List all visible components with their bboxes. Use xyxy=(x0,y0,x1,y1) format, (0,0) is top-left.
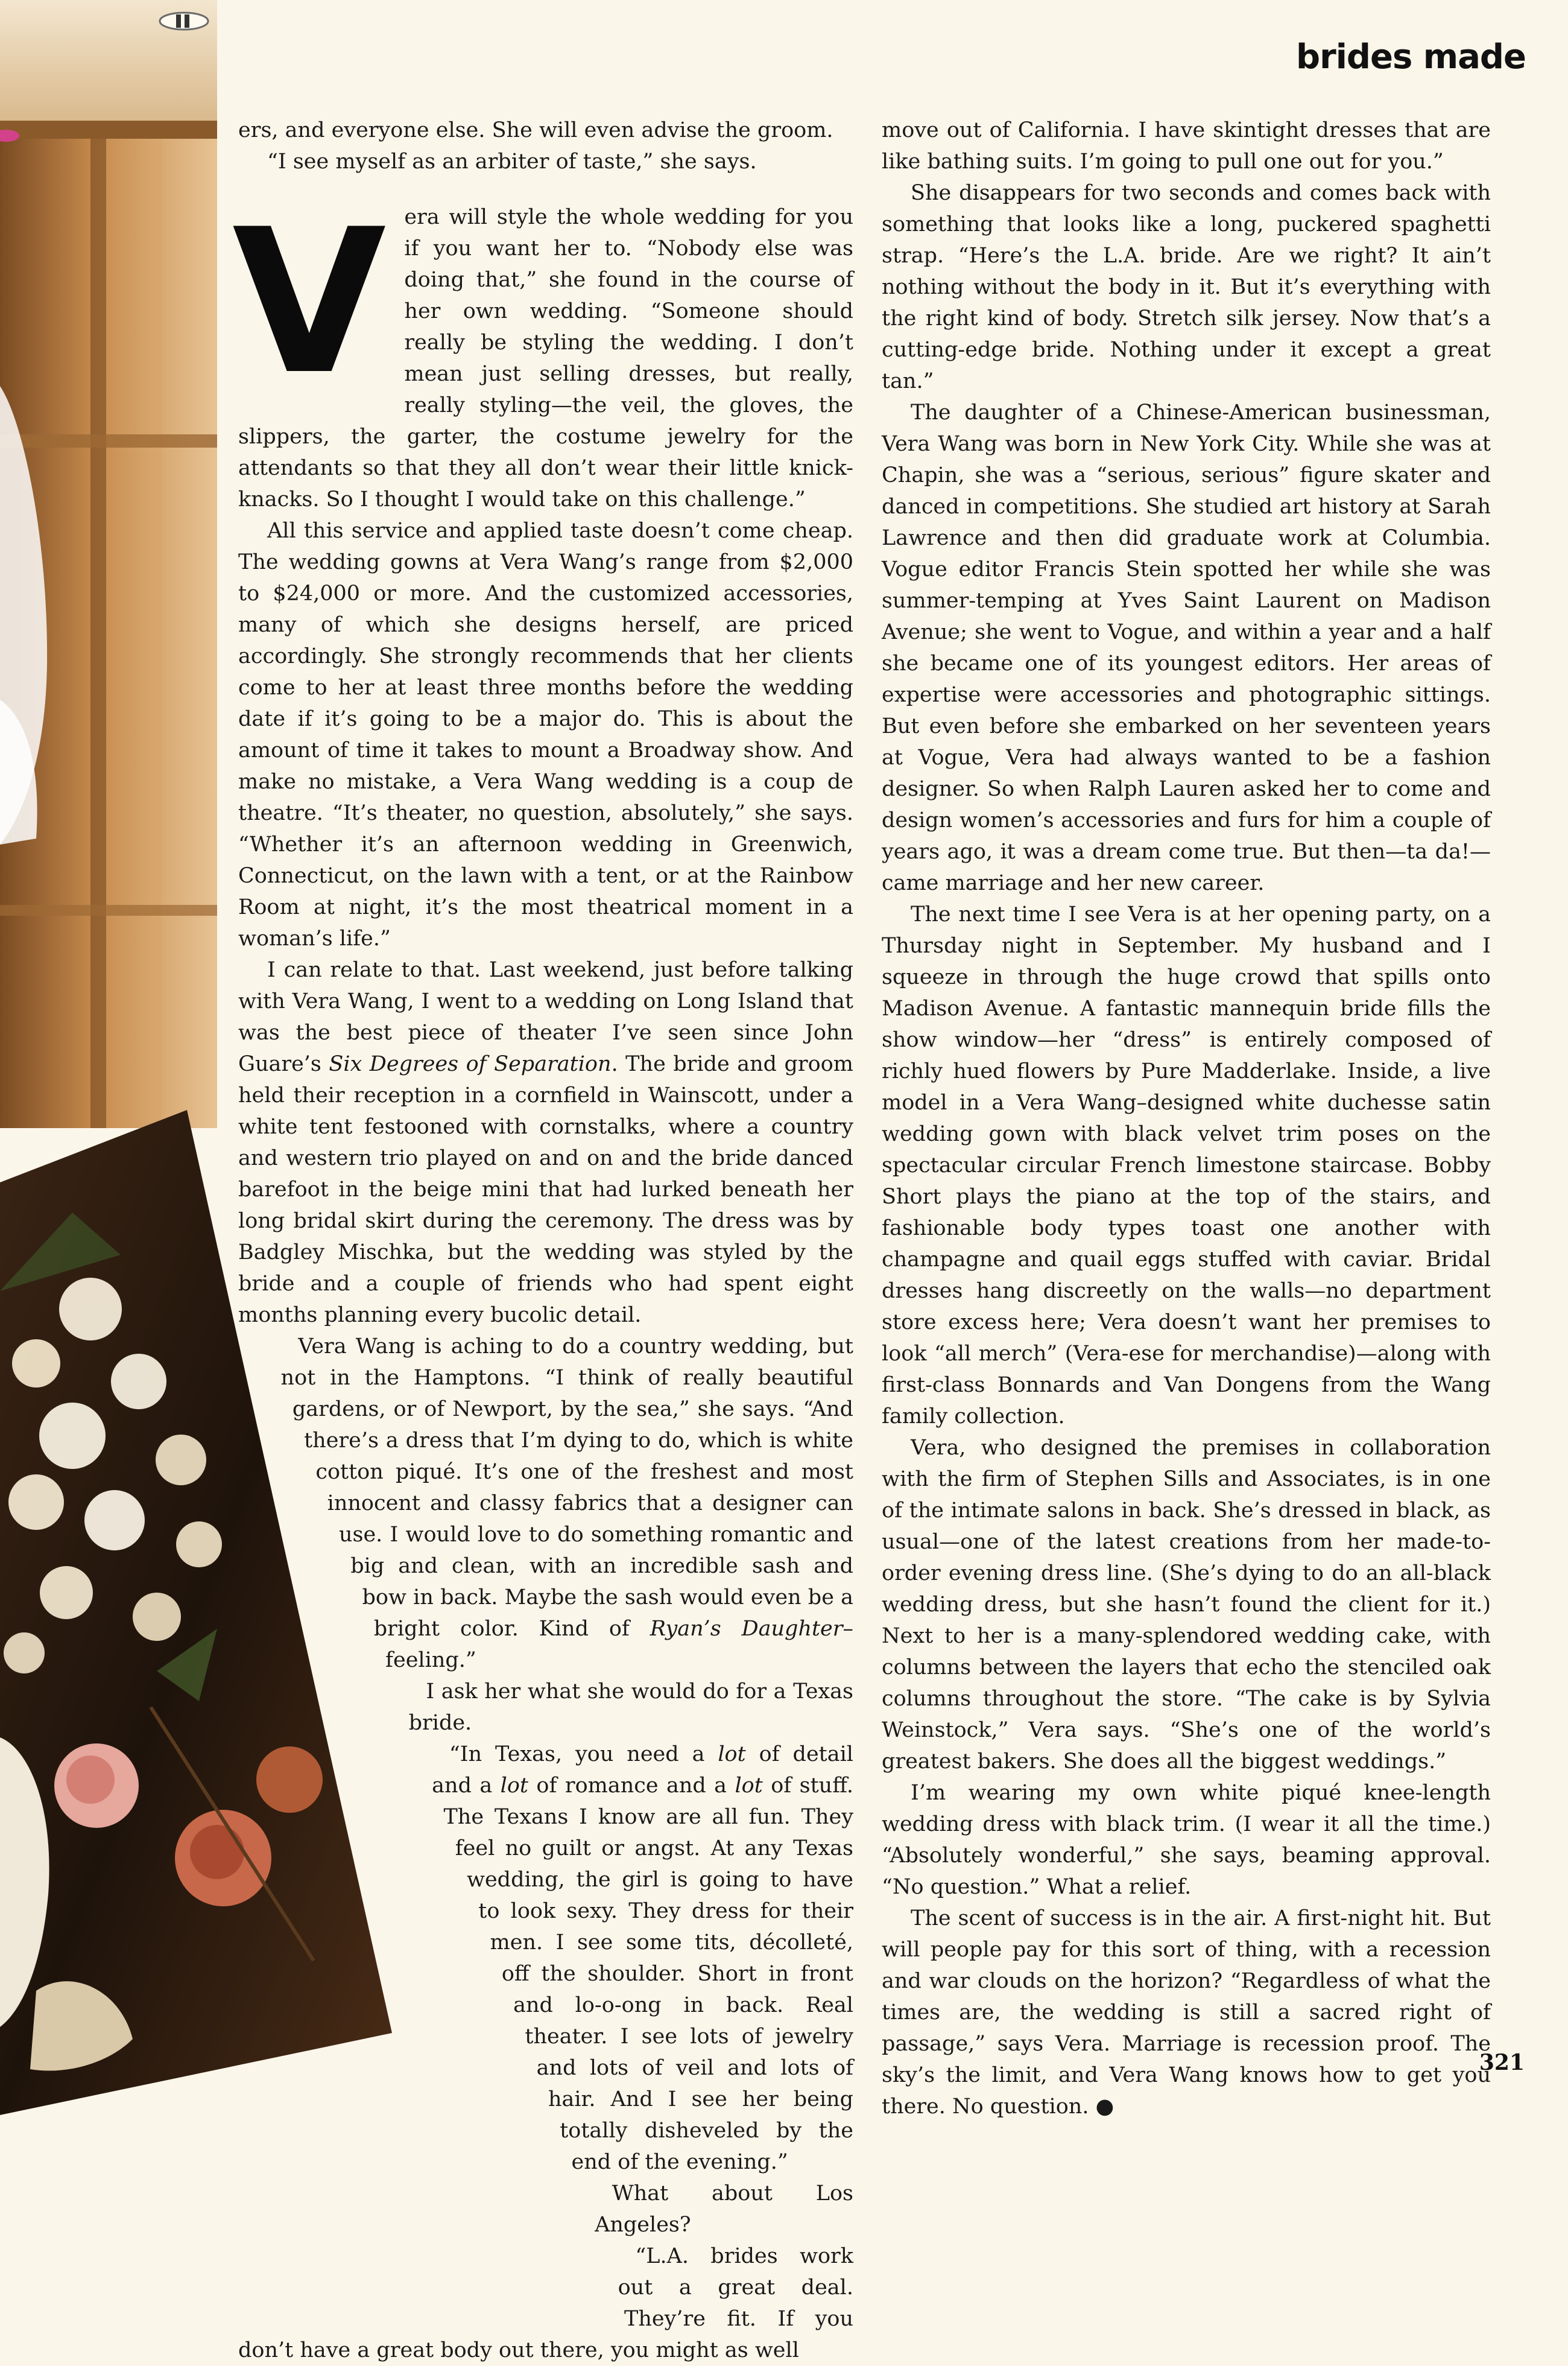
paragraph: “I see myself as an arbiter of taste,” she says. xyxy=(267,150,757,174)
paragraph: ers, and everyone else. She will even advise the groom. xyxy=(238,118,833,142)
paragraph-with-dropcap xyxy=(232,186,853,515)
italic-title: Six Degrees of Separation xyxy=(329,1052,612,1076)
paragraph: Vera, who designed the premises in collaboration with the firm of Stephen Sills and Associates, is in one of the intimate salons in back. She’s dressed in black, as usual—one of the latest creations from her made-to-order evening dress line. (She’s dying to do an all-black wedding dress, but she hasn’t found the client for it.) Next to her is a many-splendored wedding cake, with columns between the layers that echo the stenciled oak columns throughout the store. “The cake is by Sylvia Weinstock,” Vera says. “She’s one of the world’s greatest bakers. She does all the biggest weddings.” xyxy=(882,1436,1491,1774)
text-run: “In Texas, you need a xyxy=(449,1742,705,1766)
italic-word: lot xyxy=(500,1774,528,1798)
italic-word: lot xyxy=(735,1774,763,1798)
section-title: brides made xyxy=(1296,37,1526,77)
paragraph: What about Los Angeles? xyxy=(595,2181,853,2237)
paragraph: “L.A. brides work out a great deal. They’re fit. If you don’t have a great body out there, you might as well xyxy=(238,2244,853,2362)
italic-word: lot xyxy=(718,1742,746,1766)
paragraph: She disappears for two seconds and comes back with something that looks like a long, puckered spaghetti strap. “Here’s the L.A. bride. Are we right? It ain’t nothing without the body in it. But it’s everything with the right kind of body. Stretch silk jersey. Now that’s a cutting-edge bride. Nothing under it except a great tan.” xyxy=(882,181,1491,393)
paragraph: The next time I see Vera is at her opening party, on a Thursday night in September. My husband and I squeeze in through the huge crowd that spills onto Madison Avenue. A fantastic mannequin bride fills the show window—her “dress” is entirely composed of richly hued flowers by Pure Madderlake. Inside, a live model in a Vera Wang–designed white duchesse satin wedding gown with black velvet trim poses on the spectacular circular French limestone staircase. Bobby Short plays the piano at the top of the stairs, and fashionable body types toast one another with champagne and quail eggs stuffed with caviar. Bridal dresses hang discreetly on the walls—no department store excess here; Vera doesn’t want her premises to look “all merch” (Vera-ese for merchandise)—along with first-class Bonnards and Van Dongens from the Wang family collection. xyxy=(882,902,1491,1429)
drop-cap: V xyxy=(232,186,387,418)
text-run: of detail and a xyxy=(432,1742,853,1798)
paragraph: move out of California. I have skintight dresses that are like bathing suits. I’m going to pull one out for you.” xyxy=(882,118,1491,174)
article-left-column xyxy=(232,115,853,2362)
page-number: 321 xyxy=(1479,2050,1525,2075)
paragraph: The scent of success is in the air. A first-night hit. But will people pay for this sort of thing, with a recession and war clouds on the horizon? “Regardless of what the times are, the wedding is still a sacred right of passage,” says Vera. Marriage is recession proof. The sky’s the limit, and Vera Wang knows how to get you there. No question. ● xyxy=(882,1906,1491,2119)
paragraph: I’m wearing my own white piqué knee-length wedding dress with black trim. (I wear it all the time.) “Absolutely wonderful,” she says, beaming approval. “No question.” What a relief. xyxy=(882,1781,1491,1899)
text-run: of romance and a xyxy=(536,1774,727,1798)
paragraph: All this service and applied taste doesn’t come cheap. The wedding gowns at Vera Wang’s range from $2,000 to $24,000 or more. And the customized accessories, many of which she designs herself, are priced accordingly. She strongly recommends that her clients come to her at least three months before the wedding date if it’s going to be a major do. This is about the amount of time it takes to mount a Broadway show. And make no mistake, a Vera Wang wedding is a coup de theatre. “It’s theater, no question, absolutely,” she says. “Whether it’s an afternoon wedding in Greenwich, Connecticut, on the lawn with a tent, or at the Rainbow Room at night, it’s the most theatrical moment in a woman’s life.” xyxy=(238,519,853,951)
text-run: –feeling.” xyxy=(385,1617,853,1672)
paragraph: I ask her what she would do for a Texas bride. xyxy=(408,1679,853,1735)
italic-title: Ryan’s Daughter xyxy=(650,1617,843,1641)
bridal-salon-photo xyxy=(0,0,217,1128)
text-run: of stuff. The Texans I know are all fun. They feel no guilt or angst. At any Texas wedding, the girl is going to have to look sexy. They dress for their men. I see some tits, décolleté, off the shoulder. Short in front and lo-o-ong in back. Real theater. I see lots of jewelry and lots of veil and lots of hair. And I see her being totally disheveled by the end of the evening.” xyxy=(443,1774,853,2174)
paragraph: The daughter of a Chinese-American businessman, Vera Wang was born in New York City. While she was at Chapin, she was a “serious, serious” figure skater and danced in competitions. She studied art history at Sarah Lawrence and then did graduate work at Columbia. Vogue editor Francis Stein spotted her while she was summer-temping at Yves Saint Laurent on Madison Avenue; she went to Vogue, and within a year and a half she became one of its youngest editors. Her areas of expertise were accessories and photographic sittings. But even before she embarked on her seventeen years at Vogue, Vera had always wanted to be a fashion designer. So when Ralph Lauren asked her to come and design women’s accessories and furs for him a couple of years ago, it was a dream come true. But then—ta da!—came marriage and her new career. xyxy=(882,401,1491,895)
dropcap-paragraph-text: era will style the whole wedding for you if you want her to. “Nobody else was doing that,” she found in the course of her own wedding. “Someone should really be styling the wedding. I don’t mean just selling dresses, but really, really styling—the veil, the gloves, the slippers, the garter, the costume jewelry for the attendants so that they all don’t wear their little knick-knacks. So I thought I would take on this challenge.” xyxy=(238,205,853,512)
text-run: Vera Wang is aching to do a country wedding, but not in the Hamptons. “I think of really beautiful gardens, or of Newport, by the sea,” she says. “And there’s a dress that I’m dying to do, which is white cotton piqué. It’s one of the freshest and most innocent and classy fabrics that a designer can use. I would love to do something romantic and big and clean, with an incredible sash and bow in back. Maybe the sash would even be a bright color. Kind of xyxy=(280,1334,853,1641)
paragraph xyxy=(238,954,853,1331)
text-run: . The bride and groom held their reception in a cornfield in Wainscott, under a white tent festooned with cornstalks, where a country and western trio played on and on and the bride danced barefoot in the beige mini that had lurked beneath her long bridal skirt during the ceremony. The dress was by Badgley Mischka, but the wedding was styled by the bride and a couple of friends who had spent eight months planning every bucolic detail. xyxy=(238,1052,853,1327)
text-run: I can relate to that. Last weekend, just before talking with Vera Wang, I went to a wedding on Long Island that was the best piece of theater I’ve seen since John Guare’s xyxy=(238,958,853,1076)
article-right-column xyxy=(882,115,1491,2119)
